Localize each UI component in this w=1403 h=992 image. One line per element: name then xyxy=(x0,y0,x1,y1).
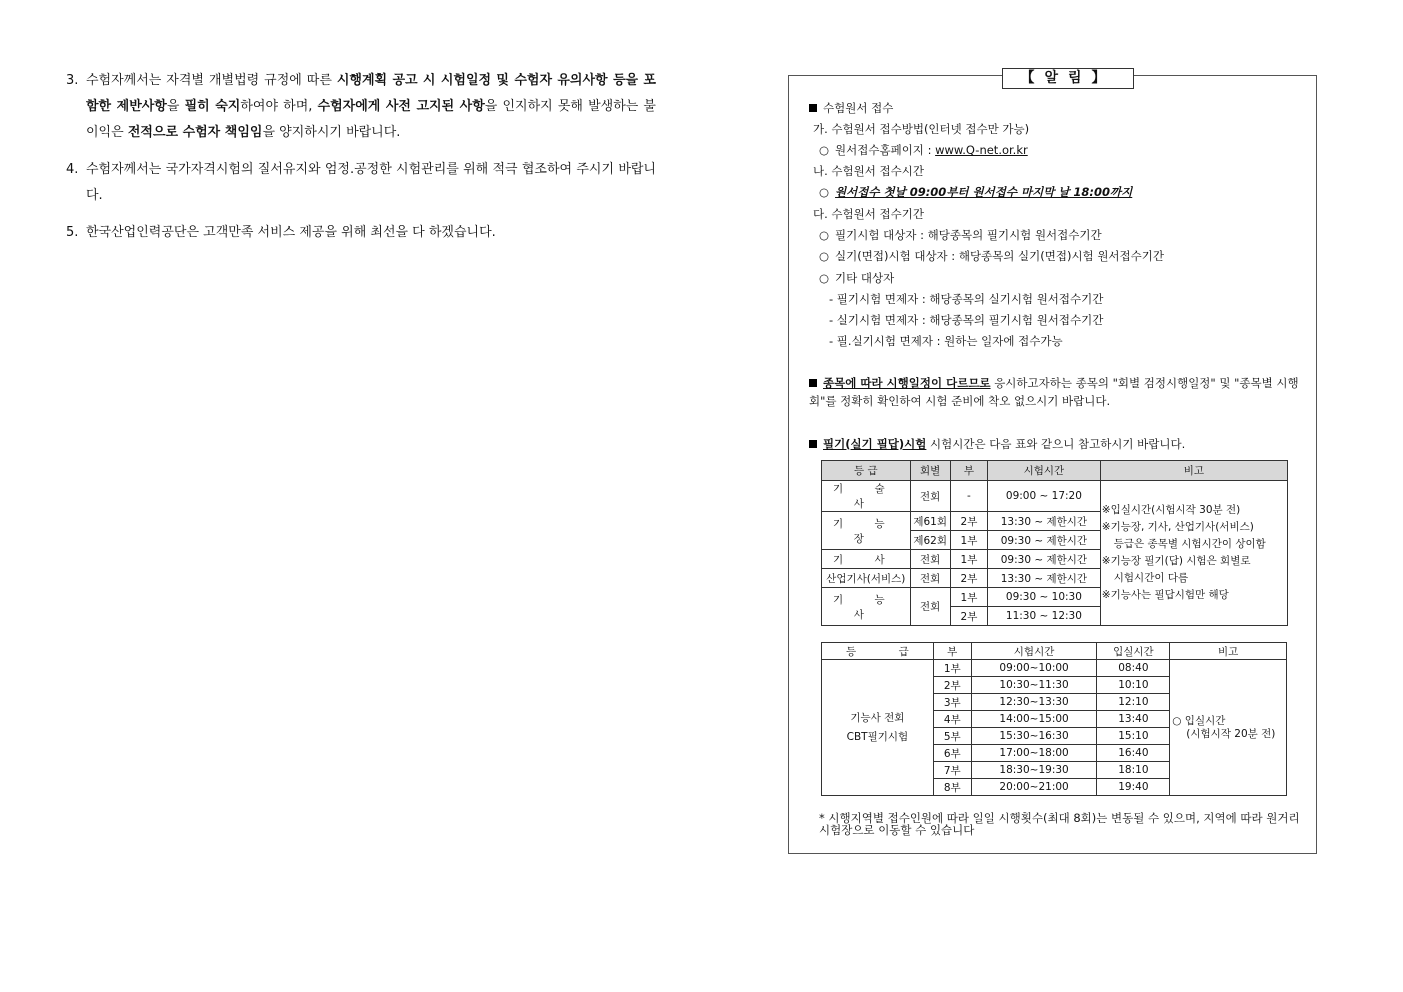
header-part: 부 xyxy=(933,643,971,660)
grade-cell: 기능사 전회 CBT필기시험 xyxy=(822,660,934,796)
circle-bullet-icon: ○ xyxy=(819,249,830,263)
schedule-notice: 종목에 따라 시행일정이 다르므로 응시하고자하는 종목의 "회별 검정시행일정" 및 "종목별 시행회"를 정확히 확인하여 시험 준비에 착오 없으시기 바랍니다. xyxy=(809,376,1299,408)
note-number: 4. xyxy=(66,162,79,177)
note-item-3 xyxy=(66,68,656,146)
header-time: 시험시간 xyxy=(988,461,1101,481)
table-header-row xyxy=(822,461,1288,481)
circle-bullet-icon: ○ xyxy=(819,271,830,285)
note-number: 3. xyxy=(66,73,79,88)
square-bullet-icon xyxy=(809,440,817,448)
table-row: 3부 12:30~13:30 12:10 xyxy=(822,694,1287,711)
period-subitem: - 실기시험 면제자 : 해당종목의 필기시험 원서접수기간 xyxy=(829,313,1104,327)
circle-bullet-icon: ○ xyxy=(819,143,830,157)
header-part: 부 xyxy=(950,461,987,481)
header-time: 시험시간 xyxy=(971,643,1097,660)
period-item: ○ 필기시험 대상자 : 해당종목의 필기시험 원서접수기간 xyxy=(819,228,1102,242)
remarks-cell: ※입실시간(시험시작 30분 전) ※기능장, 기사, 산업기사(서비스) 등급은 종목별 시험시간이 상이함 ※기능장 필기(답) 시험은 회별로 시험시간이 다름 ※기능사는 필답시험만 해당 xyxy=(1100,481,1287,626)
table-row: 기 사 전회 1부 09:30 ~ 제한시간 xyxy=(822,550,1288,569)
header-remarks: 비고 xyxy=(1100,461,1287,481)
table-row: 산업기사(서비스) 전회 2부 13:30 ~ 제한시간 xyxy=(822,569,1288,588)
method-label: 가. 수험원서 접수방법(인터넷 접수만 가능) xyxy=(813,122,1030,136)
period-label: 다. 수험원서 접수기간 xyxy=(813,207,924,221)
period-item: ○ 기타 대상자 xyxy=(819,271,895,285)
note-text: 수험자께서는 국가자격시험의 질서유지와 엄정.공정한 시험관리를 위해 적극 협조하여 주시기 바랍니다. xyxy=(86,162,656,203)
table-row: 5부 15:30~16:30 15:10 xyxy=(822,728,1287,745)
method-item: ○ 원서접수홈페이지 : www.Q-net.or.kr xyxy=(819,143,1028,157)
header-round: 회별 xyxy=(910,461,950,481)
table-row: 제62회 1부 09:30 ~ 제한시간 xyxy=(822,531,1288,550)
header-remarks: 비고 xyxy=(1170,643,1287,660)
time-item: ○ 원서접수 첫날 09:00부터 원서접수 마지막 날 18:00까지 xyxy=(819,185,1133,199)
note-item-4 xyxy=(66,157,656,209)
square-bullet-icon xyxy=(809,379,817,387)
table-row: 기능사 전회 CBT필기시험 1부 09:00~10:00 08:40 ○ 입실시간 (시험시작 20분 전) xyxy=(822,660,1287,677)
time-label: 나. 수험원서 접수시간 xyxy=(813,164,924,178)
remarks-cell: ○ 입실시간 (시험시작 20분 전) xyxy=(1170,660,1287,796)
table-header-row xyxy=(822,643,1287,660)
exam-time-table xyxy=(821,460,1288,626)
exam-time-notice: 필기(실기 필답)시험 시험시간은 다음 표와 같으니 참고하시기 바랍니다. xyxy=(809,435,1301,453)
table-row: 8부 20:00~21:00 19:40 xyxy=(822,779,1287,796)
circle-bullet-icon: ○ xyxy=(819,185,830,199)
left-notes xyxy=(66,68,656,257)
table-row: 기 술 사 전회 - 09:00 ~ 17:20 ※입실시간(시험시작 30분 전) ※기능장, 기사, 산업기사(서비스) 등급은 종목별 시험시간이 상이함 ※기능장 필기(답) 시험은 회별로 시험시간이 다름 ※기능사는 필답시험만 해당 xyxy=(822,481,1288,512)
table-row: 4부 14:00~15:00 13:40 xyxy=(822,711,1287,728)
header-grade: 등 급 xyxy=(822,461,911,481)
note-item-5 xyxy=(66,220,656,246)
notice-box xyxy=(788,70,1317,854)
square-bullet-icon xyxy=(809,104,817,112)
table-row: 6부 17:00~18:00 16:40 xyxy=(822,745,1287,762)
table-row: 7부 18:30~19:30 18:10 xyxy=(822,762,1287,779)
table-row: 기 능 장 제61회 2부 13:30 ~ 제한시간 xyxy=(822,512,1288,531)
circle-bullet-icon: ○ xyxy=(819,228,830,242)
header-entry: 입실시간 xyxy=(1097,643,1170,660)
table-row: 2부 10:30~11:30 10:10 xyxy=(822,677,1287,694)
footnote: * 시행지역별 접수인원에 따라 일일 시행횟수(최대 8회)는 변동될 수 있으며, 지역에 따라 원거리 시험장으로 이동할 수 있습니다 xyxy=(819,811,1300,837)
section-application-head: 수험원서 접수 xyxy=(809,100,893,116)
table-row: 2부 11:30 ~ 12:30 xyxy=(822,607,1288,626)
note-text: 한국산업인력공단은 고객만족 서비스 제공을 위해 최선을 다 하겠습니다. xyxy=(86,225,496,240)
note-number: 5. xyxy=(66,225,79,240)
table-row: 기 능 사 전회 1부 09:30 ~ 10:30 xyxy=(822,588,1288,607)
qnet-link[interactable]: www.Q-net.or.kr xyxy=(935,143,1028,157)
note-text: 수험자께서는 자격별 개별법령 규정에 따른 시행계획 공고 시 시험일정 및 수험자 유의사항 등을 포함한 제반사항을 필히 숙지하여야 하며, 수험자에게 사전 고지된 사항을 인지하지 못해 발생하는 불이익은 전적으로 수험자 책임임을 양지하시기 바랍니다. xyxy=(86,73,656,140)
notice-title: 【알림】 xyxy=(1002,68,1134,89)
cbt-exam-table xyxy=(821,642,1287,796)
header-grade: 등 급 xyxy=(822,643,934,660)
period-item: ○ 실기(면접)시험 대상자 : 해당종목의 실기(면접)시험 원서접수기간 xyxy=(819,249,1164,263)
period-subitem: - 필기시험 면제자 : 해당종목의 실기시험 원서접수기간 xyxy=(829,292,1104,306)
period-subitem: - 필.실기시험 면제자 : 원하는 일자에 접수가능 xyxy=(829,334,1063,348)
